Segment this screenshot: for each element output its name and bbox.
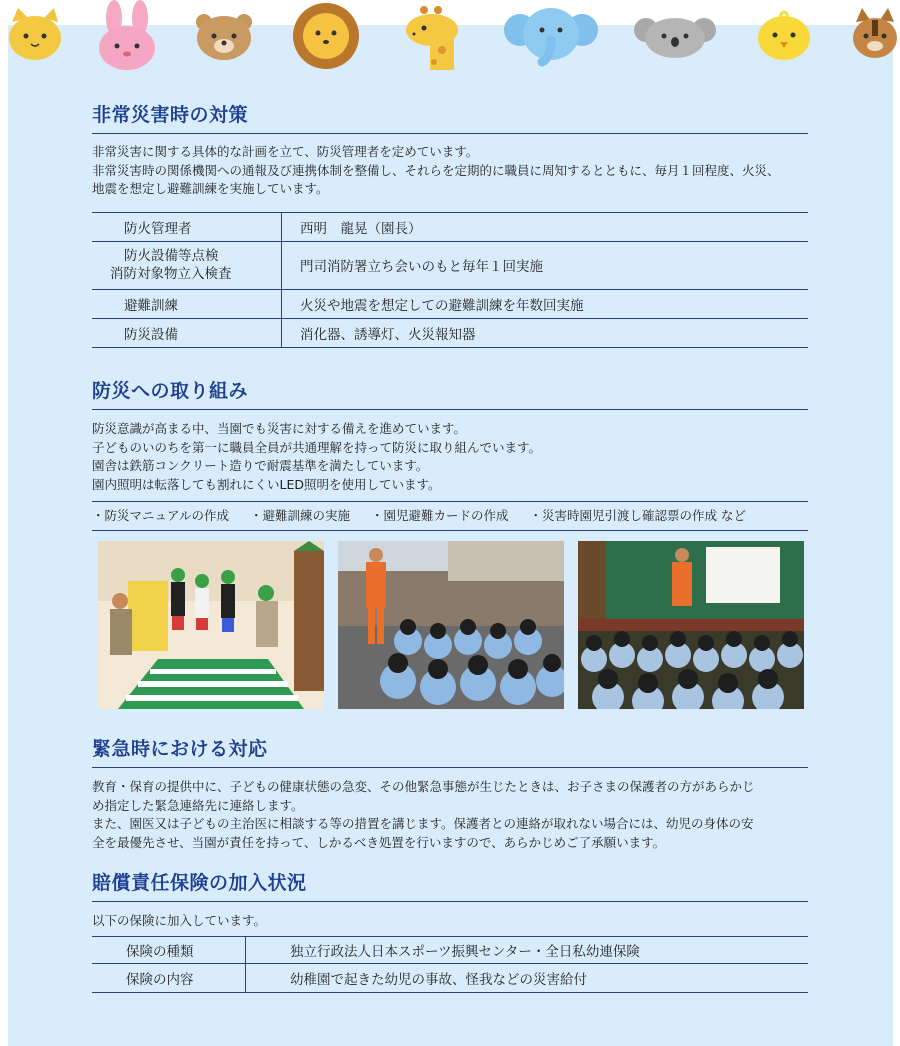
response-description: 教育・保育の提供中に、子どもの健康状態の急変、その他緊急事態が生じたときは、お子さまの保護者の方があらかじ め指定した緊急連絡先に連絡します。 また、園医又は子どもの主治医に相談する等の措置を講じます。保護者との連絡が取れない場合には、幼児の身体の安 全を最優先させ、当園が責任を持って、しかるべき処置を行いますので、あらかじめご了承願います。 bbox=[92, 779, 755, 850]
table-row: 防火設備等点検 消防対象物立入検査 門司消防署立ち会いのもと毎年１回実施 bbox=[92, 241, 808, 289]
table-row: 保険の内容 幼稚園で起きた幼児の事故、怪我などの災害給付 bbox=[92, 963, 808, 992]
lion-icon bbox=[293, 3, 359, 69]
emergency-table bbox=[92, 212, 808, 348]
insurance-section bbox=[92, 868, 808, 993]
emergency-section bbox=[92, 100, 808, 348]
disaster-title: 防災への取り組み bbox=[92, 376, 808, 410]
koala-icon bbox=[634, 18, 716, 58]
insurance-title: 賠償責任保険の加入状況 bbox=[92, 868, 808, 902]
drill-photo-hall bbox=[578, 541, 804, 709]
insurance-table bbox=[92, 936, 808, 993]
cat-icon bbox=[9, 8, 61, 60]
table-row: 防災設備 消化器、誘導灯、火災報知器 bbox=[92, 318, 808, 347]
chick-icon bbox=[758, 12, 810, 60]
emergency-title: 非常災害時の対策 bbox=[92, 100, 808, 134]
elephant-icon bbox=[504, 8, 598, 62]
giraffe-icon bbox=[406, 6, 458, 70]
list-item: ・園児避難カードの作成 bbox=[371, 508, 509, 523]
list-item: ・避難訓練の実施 bbox=[250, 508, 351, 523]
table-row: 避難訓練 火災や地震を想定しての避難訓練を年数回実施 bbox=[92, 289, 808, 318]
drill-photo-indoor bbox=[98, 541, 324, 709]
rabbit-icon bbox=[99, 0, 155, 70]
disaster-section bbox=[92, 376, 808, 711]
list-item: ・防災マニュアルの作成 bbox=[92, 508, 230, 523]
response-section bbox=[92, 734, 808, 852]
bear-icon bbox=[196, 14, 252, 60]
disaster-bullets bbox=[92, 501, 808, 531]
drill-photo-outdoor bbox=[338, 541, 564, 709]
emergency-description: 非常災害に関する具体的な計画を立て、防災管理者を定めています。 非常災害時の関係機関への通報及び連携体制を整備し、それらを定期的に職員に周知するとともに、毎月１回程度、火災、 地震を想定し避難訓練を実施しています。 bbox=[92, 144, 780, 196]
insurance-description: 以下の保険に加入しています。 bbox=[92, 913, 267, 928]
table-row: 防火管理者 西明 龍晃（園長） bbox=[92, 212, 808, 241]
list-item: ・災害時園児引渡し確認票の作成 など bbox=[529, 508, 746, 523]
disaster-description: 防災意識が高まる中、当園でも災害に対する備えを進めています。 子どものいのちを第一に職員全員が共通理解を持って防災に取り組んでいます。 園舎は鉄筋コンクリート造りで耐震基準を満たしています。 園内照明は転落しても割れにくいLED照明を使用しています。 bbox=[92, 421, 542, 492]
response-title: 緊急時における対応 bbox=[92, 734, 808, 768]
animal-header bbox=[0, 0, 900, 75]
table-row: 保険の種類 独立行政法人日本スポーツ振興センター・全日私幼連保険 bbox=[92, 936, 808, 963]
photo-gallery bbox=[92, 541, 808, 711]
squirrel-icon bbox=[853, 8, 897, 58]
